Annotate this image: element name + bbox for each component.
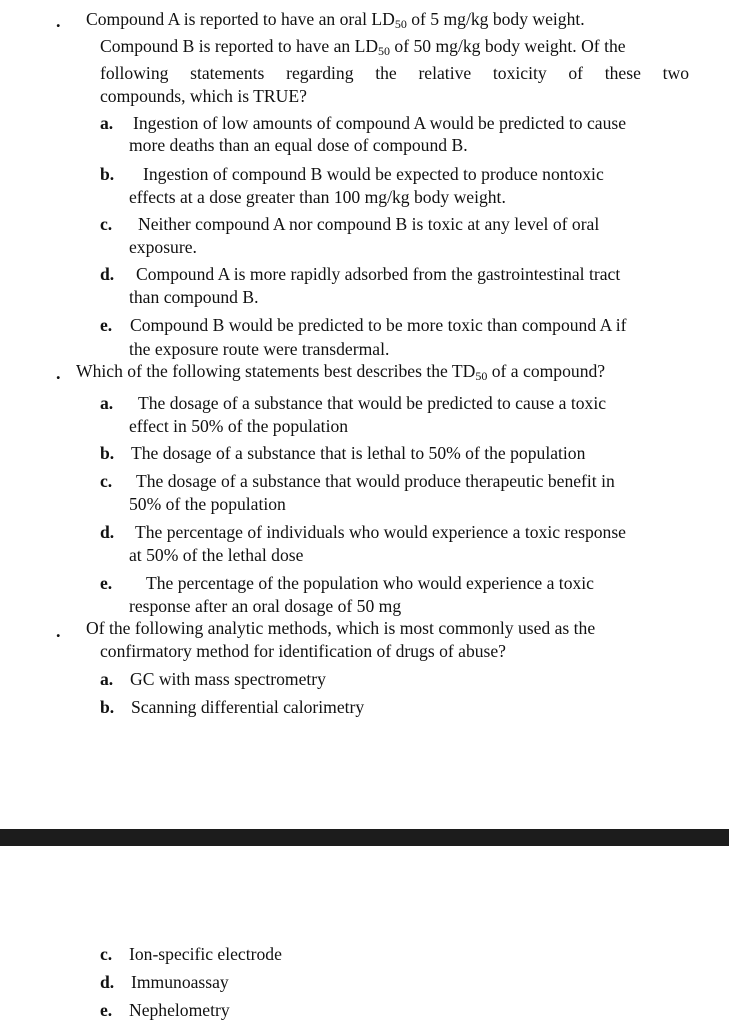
q3-option-b: b. Scanning differential calorimetry	[100, 697, 365, 717]
q1-option-e: e. Compound B would be predicted to be more toxic than compound A if	[100, 315, 627, 335]
q2-option-c-cont: 50% of the population	[129, 494, 286, 514]
q2-option-e-cont: response after an oral dosage of 50 mg	[129, 596, 402, 616]
q1-option-e-cont: the exposure route were transdermal.	[129, 339, 390, 359]
q1-stem-line-2: Compound B is reported to have an $LD_{50}$ of 50 mg/kg body weight. Of the	[100, 36, 626, 58]
q2-option-c: c. The dosage of a substance that would produce therapeutic benefit in	[100, 471, 615, 491]
q3-bullet: .	[56, 621, 61, 641]
q1-option-d: d. Compound A is more rapidly adsorbed from the gastrointestinal tract	[100, 264, 621, 284]
q2-option-d-cont: at 50% of the lethal dose	[129, 545, 304, 565]
q1-option-b: b. Ingestion of compound B would be expected to produce nontoxic	[100, 164, 604, 184]
q3-option-e: e. Nephelometry	[100, 1000, 230, 1020]
q3-stem-line-2: confirmatory method for identification of drugs of abuse?	[100, 641, 506, 661]
q3-option-c: c. Ion-specific electrode	[100, 944, 282, 964]
q3-option-d: d. Immunoassay	[100, 972, 229, 992]
q1-stem-line-4: compounds, which is TRUE?	[100, 86, 307, 106]
q1-option-a: a. Ingestion of low amounts of compound A would be predicted to cause	[100, 113, 627, 133]
q1-stem-line-3: following statements regarding the relative toxicity of these two	[100, 63, 689, 83]
q2-option-a: a. The dosage of a substance that would be predicted to cause a toxic	[100, 393, 607, 413]
q1-option-c-cont: exposure.	[129, 237, 197, 257]
q2-option-b: b. The dosage of a substance that is lethal to 50% of the population	[100, 443, 586, 463]
q2-option-a-cont: effect in 50% of the population	[129, 416, 349, 436]
q3-option-a: a. GC with mass spectrometry	[100, 669, 326, 689]
q2-bullet: .	[56, 363, 61, 383]
q2-option-e: e. The percentage of the population who would experience a toxic	[100, 573, 594, 593]
q3-stem-line-1: Of the following analytic methods, which is most commonly used as the	[86, 618, 596, 638]
page-break-bar	[0, 829, 729, 846]
q2-option-d: d. The percentage of individuals who would experience a toxic response	[100, 522, 626, 542]
q1-option-c: c. Neither compound A nor compound B is toxic at any level of oral	[100, 214, 600, 234]
q1-option-b-cont: effects at a dose greater than 100 mg/kg body weight.	[129, 187, 506, 207]
q1-stem-line-1: Compound A is reported to have an oral $LD_{50}$ of 5 mg/kg body weight.	[86, 9, 585, 31]
q1-bullet: .	[56, 11, 61, 31]
q2-stem: Which of the following statements best describes the $TD_{50}$ of a compound?	[76, 361, 606, 383]
q1-option-d-cont: than compound B.	[129, 287, 259, 307]
q1-option-a-cont: more deaths than an equal dose of compound B.	[129, 135, 468, 155]
